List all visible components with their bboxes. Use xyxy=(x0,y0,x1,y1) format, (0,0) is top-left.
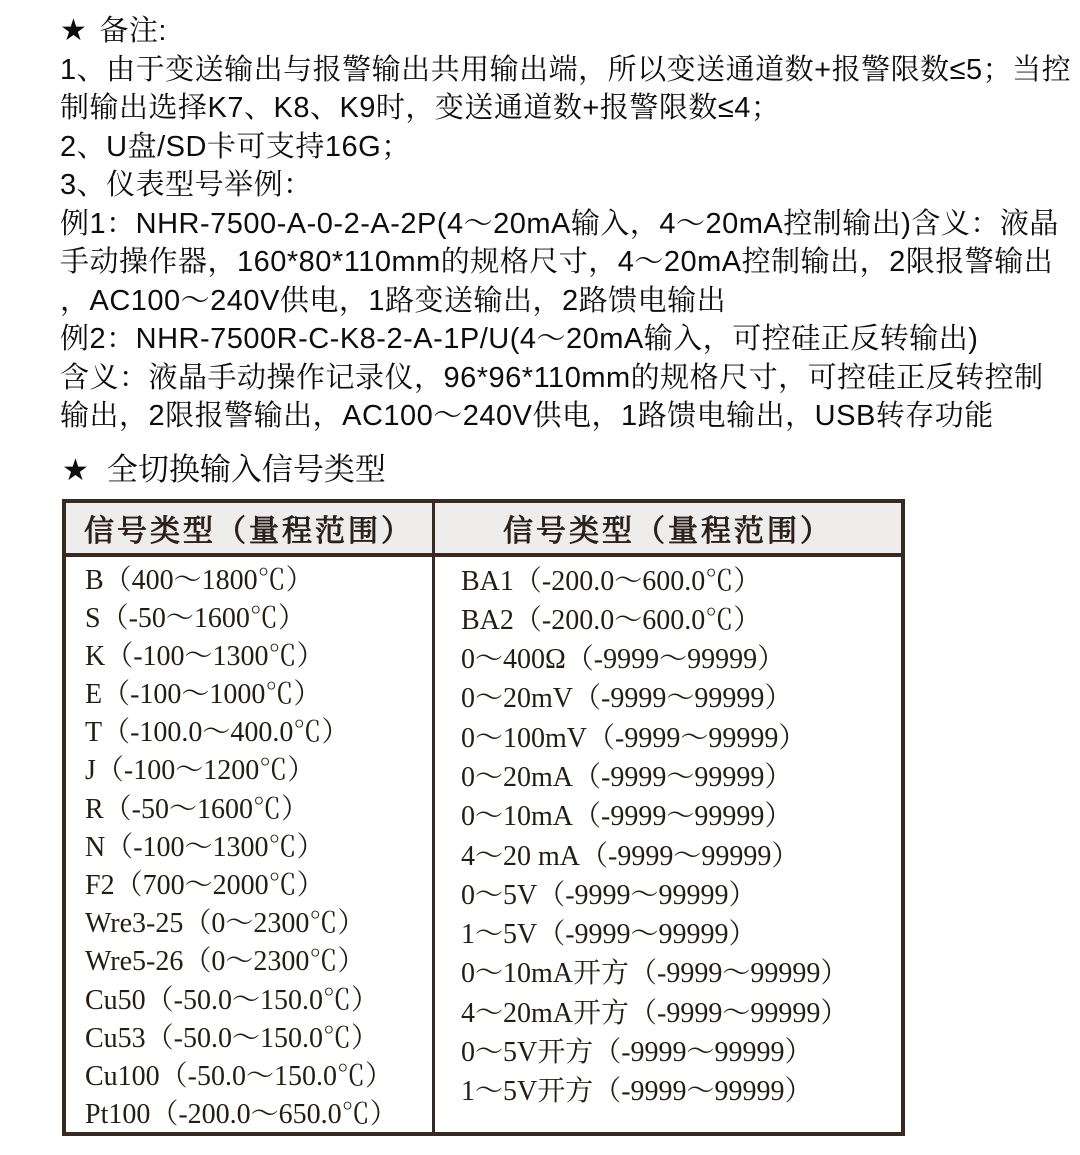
signal-row: R（-50～1600℃） xyxy=(85,793,310,825)
signal-row: BA1（-200.0～600.0℃） xyxy=(461,565,762,597)
signal-row: J（-100～1200℃） xyxy=(85,755,316,787)
signal-types-table xyxy=(62,499,905,1136)
signal-row: Wre5-26（0～2300℃） xyxy=(85,946,366,978)
note-line: 手动操作器，160*80*110mm的规格尺寸，4～20mA控制输出，2限报警输出 xyxy=(60,246,1054,278)
signal-row: BA2（-200.0～600.0℃） xyxy=(461,604,762,636)
note-line: 输出，2限报警输出，AC100～240V供电，1路馈电输出，USB转存功能 xyxy=(60,400,994,432)
signal-row: 4～20 mA（-9999～99999） xyxy=(461,840,800,872)
signal-row: Cu50（-50.0～150.0℃） xyxy=(85,984,380,1016)
note-line: 2、U盘/SD卡可支持16G； xyxy=(60,130,411,163)
signal-row: 1～5V开方（-9999～99999） xyxy=(461,1076,813,1108)
notes-heading-text: 备注: xyxy=(99,15,167,47)
star-icon: ★ xyxy=(60,14,88,47)
signal-row: 0～100mV（-9999～99999） xyxy=(461,722,807,754)
section-heading-text: 全切换输入信号类型 xyxy=(106,451,386,487)
note-line: 3、仪表型号举例： xyxy=(60,169,313,201)
signal-row: T（-100.0～400.0℃） xyxy=(85,717,350,749)
signal-row: B（400～1800℃） xyxy=(85,564,314,596)
signal-row: N（-100～1300℃） xyxy=(85,831,325,863)
signal-row: F2（700～2000℃） xyxy=(85,870,325,901)
note-line: 1、由于变送输出与报警输出共用输出端，所以变送通道数+报警限数≤5；当控 xyxy=(60,53,1072,86)
table-header-row xyxy=(66,503,901,557)
signal-row: 1～5V（-9999～99999） xyxy=(461,919,757,951)
signal-row: 0～400Ω（-9999～99999） xyxy=(461,644,786,676)
signal-row: 0～10mA开方（-9999～99999） xyxy=(461,958,849,990)
signal-row: 4～20mA开方（-9999～99999） xyxy=(461,997,849,1029)
signal-row: 0～20mA（-9999～99999） xyxy=(461,761,793,793)
note-line: 例2：NHR-7500R-C-K8-2-A-1P/U(4～20mA输入，可控硅正反转输出) xyxy=(60,323,979,355)
signal-row: K（-100～1300℃） xyxy=(85,640,325,672)
table-cell-left xyxy=(66,557,435,1132)
notes-section xyxy=(0,0,1080,436)
star-icon: ★ xyxy=(62,453,89,487)
signal-row: Wre3-25（0～2300℃） xyxy=(85,908,366,940)
note-line: ，AC100～240V供电，1路变送输出，2路馈电输出 xyxy=(60,284,727,317)
signal-row: Pt100（-200.0～650.0℃） xyxy=(85,1099,398,1131)
table-header-cell-right: 信号类型（量程范围） xyxy=(503,514,833,548)
signal-row: Cu53（-50.0～150.0℃） xyxy=(85,1022,380,1054)
signal-row: Cu100（-50.0～150.0℃） xyxy=(85,1060,394,1092)
note-line: 例1：NHR-7500-A-0-2-A-2P(4～20mA输入，4～20mA控制输出)含义：液晶 xyxy=(60,207,1059,240)
signal-row: E（-100～1000℃） xyxy=(85,679,322,711)
signal-row: 0～5V开方（-9999～99999） xyxy=(461,1037,813,1069)
signal-row: S（-50～1600℃） xyxy=(85,602,306,634)
note-line: 含义：液晶手动操作记录仪，96*96*110mm的规格尺寸，可控硅正反转控制 xyxy=(60,361,1044,394)
note-line: 制输出选择K7、K8、K9时，变送通道数+报警限数≤4； xyxy=(60,92,781,124)
signal-types-heading xyxy=(62,450,1080,491)
table-cell-right xyxy=(435,557,901,1132)
table-header-cell-left: 信号类型（量程范围） xyxy=(66,503,435,553)
notes-heading xyxy=(60,12,1050,51)
signal-row: 0～10mA（-9999～99999） xyxy=(461,801,793,833)
signal-row: 0～20mV（-9999～99999） xyxy=(461,683,793,715)
signal-row: 0～5V（-9999～99999） xyxy=(461,879,757,911)
table-body xyxy=(66,557,901,1132)
